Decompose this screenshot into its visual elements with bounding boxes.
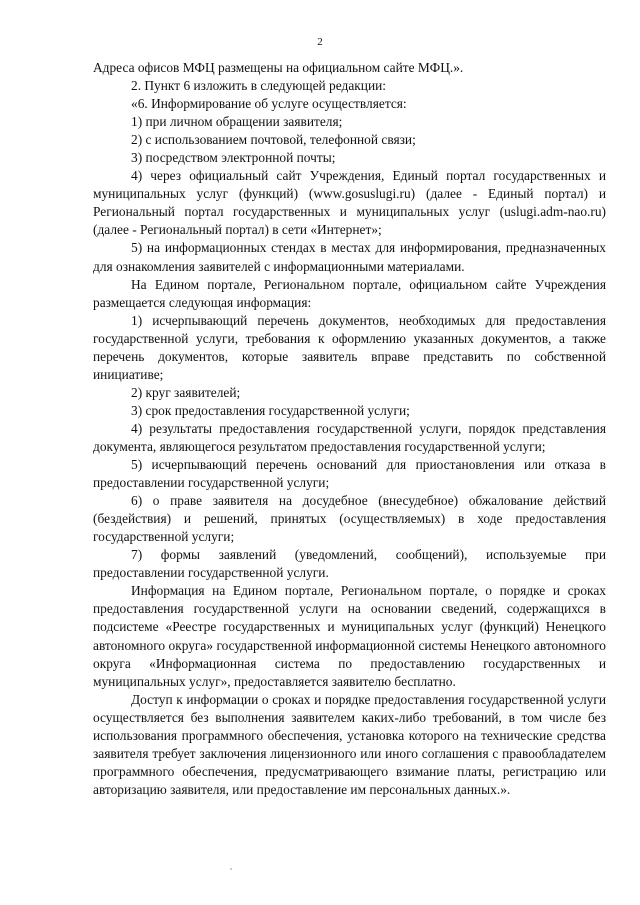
list-item: 5) исчерпывающий перечень оснований для приостановления или отказа в предоставлении государственной услуги; (93, 457, 606, 491)
paragraph-item-2: 2. Пункт 6 изложить в следующей редакции: (131, 78, 387, 94)
page-number: 2 (317, 36, 323, 48)
list-item: 1) исчерпывающий перечень документов, необходимых для предоставления государственной услуги, требования к оформлению указанных документов, а также перечень документов, которые заявитель вправе представить по собственной инициативе; (93, 312, 606, 382)
list-item: 2) круг заявителей; (131, 384, 241, 400)
paragraph-portal-info: На Едином портале, Региональном портале, официальном сайте Учреждения размещается следующая информация: (93, 276, 606, 310)
paragraph-mfc-addresses: Адреса офисов МФЦ размещены на официальном сайте МФЦ.». (93, 60, 464, 75)
list-item: 5) на информационных стендах в местах для информирования, предназначенных для ознакомления заявителей с информационными материалами. (93, 240, 606, 274)
paragraph-item-6-heading: «6. Информирование об услуге осуществляется: (131, 96, 407, 112)
list-item: 7) формы заявлений (уведомлений, сообщений), используемые при предоставлении государственной услуги. (93, 547, 606, 581)
document-body (93, 59, 606, 799)
paragraph-free-information: Информация на Едином портале, Региональном портале, о порядке и сроках предоставления государственной услуги на основании сведений, содержащихся в подсистеме «Реестре государственных и муниципальных услуг (функций) Ненецкого автономного округа» государственной информационной системы Ненецкого автономного округа «Информационная система по предоставлению государственных и муниципальных услуг», предоставляется заявителю бесплатно. (93, 583, 606, 689)
list-item: 4) через официальный сайт Учреждения, Единый портал государственных и муниципальных услуг (функций) (www.gosuslugi.ru) (далее - Единый портал) и Региональный портал государственных и муниципальных услуг (uslugi.adm-nao.ru) (далее - Региональный портал) в сети «Интернет»; (93, 168, 606, 238)
scan-speck (230, 868, 232, 870)
list-item: 2) с использованием почтовой, телефонной связи; (131, 132, 416, 148)
list-item: 4) результаты предоставления государственной услуги, порядок представления документа, являющегося результатом предоставления государственной услуги; (93, 420, 606, 454)
list-item: 1) при личном обращении заявителя; (131, 114, 343, 130)
list-item: 6) о праве заявителя на досудебное (внесудебное) обжалование действий (бездействия) и решений, принятых (осуществляемых) в ходе предоставления государственной услуги; (93, 493, 606, 545)
list-item: 3) посредством электронной почты; (131, 150, 336, 166)
paragraph-access-conditions: Доступ к информации о сроках и порядке предоставления государственной услуги осуществляется без выполнения заявителем каких-либо требований, в том числе без использования программного обеспечения, установка которого на технические средства заявителя требует заключения лицензионного или иного соглашения с правообладателем программного обеспечения, предусматривающего взимание платы, регистрацию или авторизацию заявителя, или предоставление им персональных данных.». (93, 691, 606, 797)
list-item: 3) срок предоставления государственной услуги; (131, 402, 410, 418)
